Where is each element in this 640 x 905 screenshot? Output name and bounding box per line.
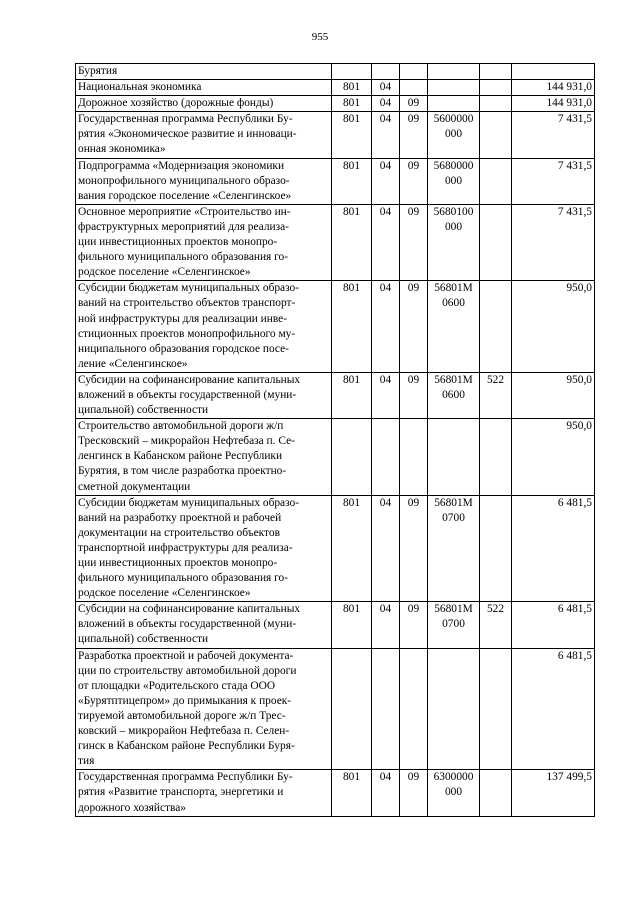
- row-vr: [480, 281, 512, 373]
- table-row: [76, 648, 595, 770]
- row-cs: 5600000 000: [428, 112, 480, 158]
- row-pr: [400, 419, 428, 495]
- row-sum: 144 931,0: [512, 80, 595, 96]
- row-sum: 950,0: [512, 419, 595, 495]
- row-name: Разработка проектной и рабочей документа- ции по строительству автомобильной дороги от площадки «Родительского стада ООО «Бурятптицепром» до примыкания к проек- тируемой автомобильной дороге ж/п Трес- ковский – микрорайон Нефтебаза п. Селен- гинск в Кабанском районе Республики Буря- тия: [76, 648, 332, 770]
- table-row: [76, 64, 595, 80]
- row-cs: 56801M 0700: [428, 495, 480, 602]
- table-row: [76, 204, 595, 280]
- row-gr: [332, 648, 372, 770]
- table-row: [76, 602, 595, 648]
- row-sum: 7 431,5: [512, 204, 595, 280]
- row-vr: [480, 770, 512, 816]
- table-row: [76, 495, 595, 602]
- row-gr: 801: [332, 80, 372, 96]
- row-pr: 09: [400, 281, 428, 373]
- row-gr: [332, 64, 372, 80]
- row-sum: [512, 64, 595, 80]
- row-rz: 04: [372, 281, 400, 373]
- row-pr: 09: [400, 158, 428, 204]
- row-pr: [400, 80, 428, 96]
- row-name: Субсидии бюджетам муниципальных образо- ваний на разработку проектной и рабочей документации на строительство объектов транспортной инфраструктуры для реализа- ции инвестиционных проектов монопро- фильного муниципального образования го- родское поселение «Селенгинское»: [76, 495, 332, 602]
- row-name: Дорожное хозяйство (дорожные фонды): [76, 96, 332, 112]
- row-gr: 801: [332, 96, 372, 112]
- row-name: Государственная программа Республики Бу- рятия «Экономическое развитие и инноваци- онная экономика»: [76, 112, 332, 158]
- row-sum: 144 931,0: [512, 96, 595, 112]
- table-row: [76, 372, 595, 418]
- row-rz: 04: [372, 602, 400, 648]
- row-gr: 801: [332, 158, 372, 204]
- row-name: Национальная экономика: [76, 80, 332, 96]
- row-pr: 09: [400, 770, 428, 816]
- row-vr: [480, 204, 512, 280]
- row-vr: [480, 158, 512, 204]
- row-rz: [372, 419, 400, 495]
- row-pr: 09: [400, 602, 428, 648]
- table-row: [76, 281, 595, 373]
- row-vr: [480, 64, 512, 80]
- row-gr: 801: [332, 204, 372, 280]
- row-vr: [480, 648, 512, 770]
- row-name: Субсидии бюджетам муниципальных образо- ваний на строительство объектов транспорт- ной инфраструктуры для реализации инве- стиционных проектов монопрофильного му- ниципального образования городское посе- ление «Селенгинское»: [76, 281, 332, 373]
- row-vr: 522: [480, 372, 512, 418]
- row-cs: [428, 419, 480, 495]
- row-cs: 5680000 000: [428, 158, 480, 204]
- row-gr: 801: [332, 112, 372, 158]
- row-vr: [480, 96, 512, 112]
- row-cs: [428, 648, 480, 770]
- row-sum: 7 431,5: [512, 112, 595, 158]
- row-cs: [428, 96, 480, 112]
- row-cs: [428, 80, 480, 96]
- row-rz: 04: [372, 204, 400, 280]
- row-sum: 6 481,5: [512, 495, 595, 602]
- row-vr: [480, 112, 512, 158]
- row-rz: [372, 648, 400, 770]
- row-sum: 950,0: [512, 281, 595, 373]
- row-name: Субсидии на софинансирование капитальных вложений в объекты государственной (муни- ципальной) собственности: [76, 372, 332, 418]
- row-gr: 801: [332, 372, 372, 418]
- row-cs: 5680100 000: [428, 204, 480, 280]
- row-name: Подпрограмма «Модернизация экономики монопрофильного муниципального образо- вания городское поселение «Селенгинское»: [76, 158, 332, 204]
- row-name: Бурятия: [76, 64, 332, 80]
- row-gr: 801: [332, 770, 372, 816]
- row-pr: 09: [400, 112, 428, 158]
- row-pr: 09: [400, 495, 428, 602]
- row-rz: 04: [372, 158, 400, 204]
- row-rz: 04: [372, 770, 400, 816]
- row-rz: 04: [372, 80, 400, 96]
- row-cs: 6300000 000: [428, 770, 480, 816]
- row-cs: 56801M 0700: [428, 602, 480, 648]
- budget-table: [75, 63, 595, 817]
- row-sum: 7 431,5: [512, 158, 595, 204]
- row-name: Основное мероприятие «Строительство ин- фраструктурных мероприятий для реализа- ции инвестиционных проектов монопро- фильного муниципального образования го- родское поселение «Селенгинское»: [76, 204, 332, 280]
- row-vr: [480, 495, 512, 602]
- row-name: Субсидии на софинансирование капитальных вложений в объекты государственной (муни- ципальной) собственности: [76, 602, 332, 648]
- row-cs: 56801M 0600: [428, 372, 480, 418]
- row-name: Строительство автомобильной дороги ж/п Тресковский – микрорайон Нефтебаза п. Се- ленгинск в Кабанском районе Республики Бурятия, в том числе разработка проектно- сметной документации: [76, 419, 332, 495]
- row-sum: 137 499,5: [512, 770, 595, 816]
- row-pr: [400, 648, 428, 770]
- table-row: [76, 96, 595, 112]
- row-rz: 04: [372, 112, 400, 158]
- row-rz: 04: [372, 96, 400, 112]
- row-vr: [480, 419, 512, 495]
- table-row: [76, 770, 595, 816]
- row-rz: 04: [372, 372, 400, 418]
- row-sum: 950,0: [512, 372, 595, 418]
- row-rz: 04: [372, 495, 400, 602]
- row-gr: 801: [332, 281, 372, 373]
- row-vr: 522: [480, 602, 512, 648]
- row-pr: 09: [400, 204, 428, 280]
- row-cs: 56801M 0600: [428, 281, 480, 373]
- row-sum: 6 481,5: [512, 648, 595, 770]
- row-gr: 801: [332, 602, 372, 648]
- row-sum: 6 481,5: [512, 602, 595, 648]
- page-number: 955: [311, 31, 329, 43]
- row-name: Государственная программа Республики Бу- рятия «Развитие транспорта, энергетики и дорожного хозяйства»: [76, 770, 332, 816]
- row-rz: [372, 64, 400, 80]
- row-pr: 09: [400, 372, 428, 418]
- table-row: [76, 419, 595, 495]
- row-gr: [332, 419, 372, 495]
- row-vr: [480, 80, 512, 96]
- table-row: [76, 80, 595, 96]
- row-pr: [400, 64, 428, 80]
- table-row: [76, 112, 595, 158]
- row-pr: 09: [400, 96, 428, 112]
- row-gr: 801: [332, 495, 372, 602]
- table-row: [76, 158, 595, 204]
- row-cs: [428, 64, 480, 80]
